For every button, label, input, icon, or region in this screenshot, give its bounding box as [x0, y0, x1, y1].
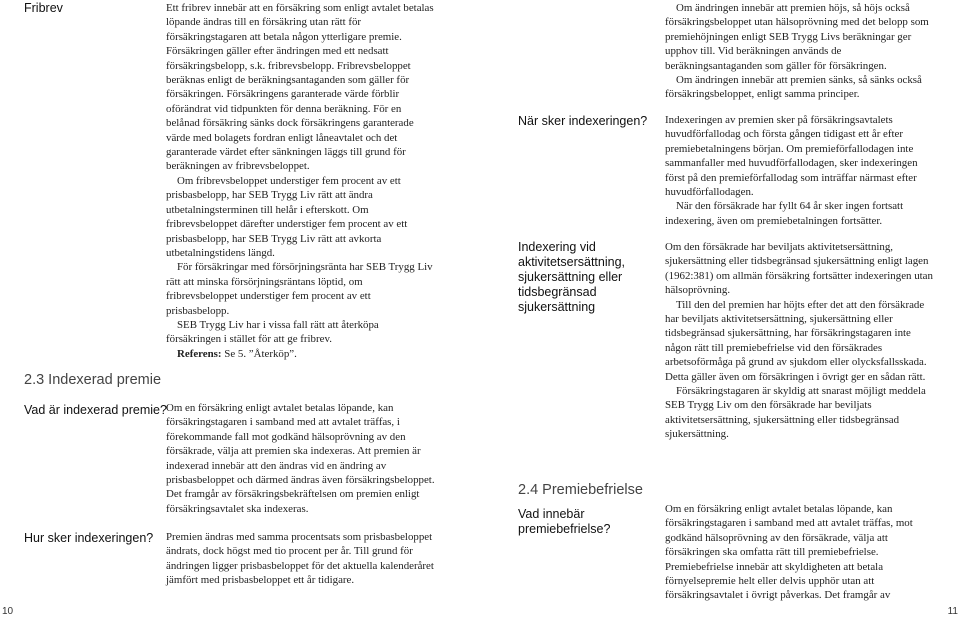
top-paragraph-1: Om ändringen innebär att premien höjs, så höjs också försäkringsbeloppet utan hälsoprövning med det belopp som premiehöjningen enligt SEB Trygg Livs beräkningar ger upphov till. Vid beräkningen används de beräkningsantaganden som gäller för försäkringen. [665, 2, 929, 72]
sick-paragraph-3: Försäkringstagaren är skyldig att snarast möjligt meddela SEB Trygg Liv om den försäkrade har beviljats aktivitetsersättning, sjukersättning eller tidsbegränsad sjukersättning. [665, 385, 926, 441]
what-text [166, 401, 436, 516]
fribrev-paragraph-1: Ett fribrev innebär att en försäkring som enligt avtalet betalas löpande ändras till en försäkring utan rätt för försäkringstagaren att betala någon ytterligare premie. Försäkringen gäller efter ändringen med ett nedsatt försäkringsbelopp, s.k. fribrevsbelopp. Fribrevsbeloppet beräknas enligt de beräkningsantaganden som gäller för försäkringen. Försäkringens garanterade värde förblir oförändrat vid tidpunkten för denna beräkning. För en belånad försäkring sänks dock försäkringens garanterade värde med bolagets fordran enligt låneavtalet och det garanterade värdet efter sänkningen läggs till grund för beräkningen av fribrevsbeloppet. [166, 2, 434, 173]
references-text: Se 5. ”Återköp”. [221, 347, 297, 360]
how-text [166, 530, 436, 588]
when-text [665, 113, 937, 228]
fribrev-paragraph-3: För försäkringar med försörjningsränta har SEB Trygg Liv rätt att minska försörjningsräntans löptid, om fribrevsbeloppet understiger fem procent av ett prisbasbelopp. [166, 261, 433, 317]
fribrev-paragraph-2: Om fribrevsbeloppet understiger fem procent av ett prisbasbelopp, har SEB Trygg Liv rätt att ändra utbetalningsterminen till helår i efterskott. Om fribrevsbeloppet därefter understiger fem procent av ett prisbasbelopp, har SEB Trygg Liv rätt att avkorta utbetalningstidens längd. [166, 174, 408, 259]
when-paragraph-2: När den försäkrade har fyllt 64 år sker ingen fortsatt indexering, även om premiebetalningen fortsätter. [665, 200, 904, 227]
heading-indexering-sjuk: Indexering vid aktivitetsersättning, sjukersättning eller tidsbegränsad sjukersättning [518, 240, 625, 314]
waiver-text [665, 502, 937, 603]
heading-vad-innebar: Vad innebär premiebefrielse? [518, 507, 611, 536]
references-line [166, 347, 436, 361]
top-text [665, 1, 937, 102]
heading-vad-ar-indexerad: Vad är indexerad premie? [24, 403, 167, 417]
section-title-premiebefrielse: 2.4 Premiebefrielse [518, 482, 643, 498]
references-label: Referens: [177, 347, 222, 360]
top-paragraph-2: Om ändringen innebär att premien sänks, så sänks också försäkringsbeloppet, enligt samma principer. [665, 74, 922, 101]
fribrev-paragraph-4: SEB Trygg Liv har i vissa fall rätt att återköpa försäkringen i stället för att ge fribrev. [166, 318, 379, 346]
waiver-paragraph: Om en försäkring enligt avtalet betalas löpande, kan försäkringstagaren i samband med att avtalet träffas, mot godkänd hälsoprövning av den försäkrade, välja att försäkringen ska omfatta rätt till premiebefrielse. Premiebefrielse innebär att skyldigheten att betala förnyelsepremie helt eller delvis upphör utan att försäkringsavtalet i övrigt påverkas. Det framgår av [665, 503, 913, 602]
sick-paragraph-1: Om den försäkrade har beviljats aktivitetsersättning, sjukersättning eller tidsbegränsad sjukersättning enligt lagen (1962:381) om allmän försäkring fortsätter indexeringen utan hälsoprövning. [665, 241, 933, 297]
page-number-right: 11 [947, 606, 958, 617]
sick-paragraph-2: Till den del premien har höjts efter det att den försäkrade har beviljats aktivitetsersättning, sjukersättning eller tidsbegränsad sjukersättning, har försäkringstagaren inte någon rätt till premiebefrielse vid den försäkrades arbetsoförmåga på grund av sjukdom eller olycksfallsskada. Detta gäller även om försäkringen i övrigt ger en sådan rätt. [665, 298, 927, 383]
heading-fribrev: Fribrev [24, 1, 63, 15]
sick-text [665, 240, 937, 442]
heading-hur-sker: Hur sker indexeringen? [24, 531, 154, 545]
heading-nar-sker: När sker indexeringen? [518, 114, 648, 128]
how-paragraph: Premien ändras med samma procentsats som prisbasbeloppet ändrats, dock högst med tio procent per år. Till grund för ändringen ligger prisbasbeloppet för det aktuella kalenderåret jämfört med prisbasbeloppet ett år tidigare. [166, 531, 434, 587]
what-paragraph: Om en försäkring enligt avtalet betalas löpande, kan försäkringstagaren i samband med att avtalet träffas, i förekommande fall mot godkänd hälsoprövning av den försäkrade, välja att premien ska indexeras. Att premien är indexerad innebär att den ändras vid en ändring av prisbasbeloppet och därmed ändras även försäkringsbeloppet. Det framgår av försäkringsbekräftelsen om premien enligt försäkringsavtalet ska indexeras. [166, 402, 435, 515]
page-number-left: 10 [2, 606, 14, 617]
when-paragraph-1: Indexeringen av premien sker på försäkringsavtalets huvudförfallodag och första gången tidigast ett år efter premiebetalningens början. Om premieförfallodagen inte sammanfaller med huvudförfallodagen, sker indexeringen först på den premieförfallodag som inträffar närmast efter huvudförfallodagen. [665, 114, 918, 199]
section-title-indexerad: 2.3 Indexerad premie [24, 372, 162, 388]
fribrev-text [166, 1, 436, 361]
right-page [480, 0, 960, 619]
